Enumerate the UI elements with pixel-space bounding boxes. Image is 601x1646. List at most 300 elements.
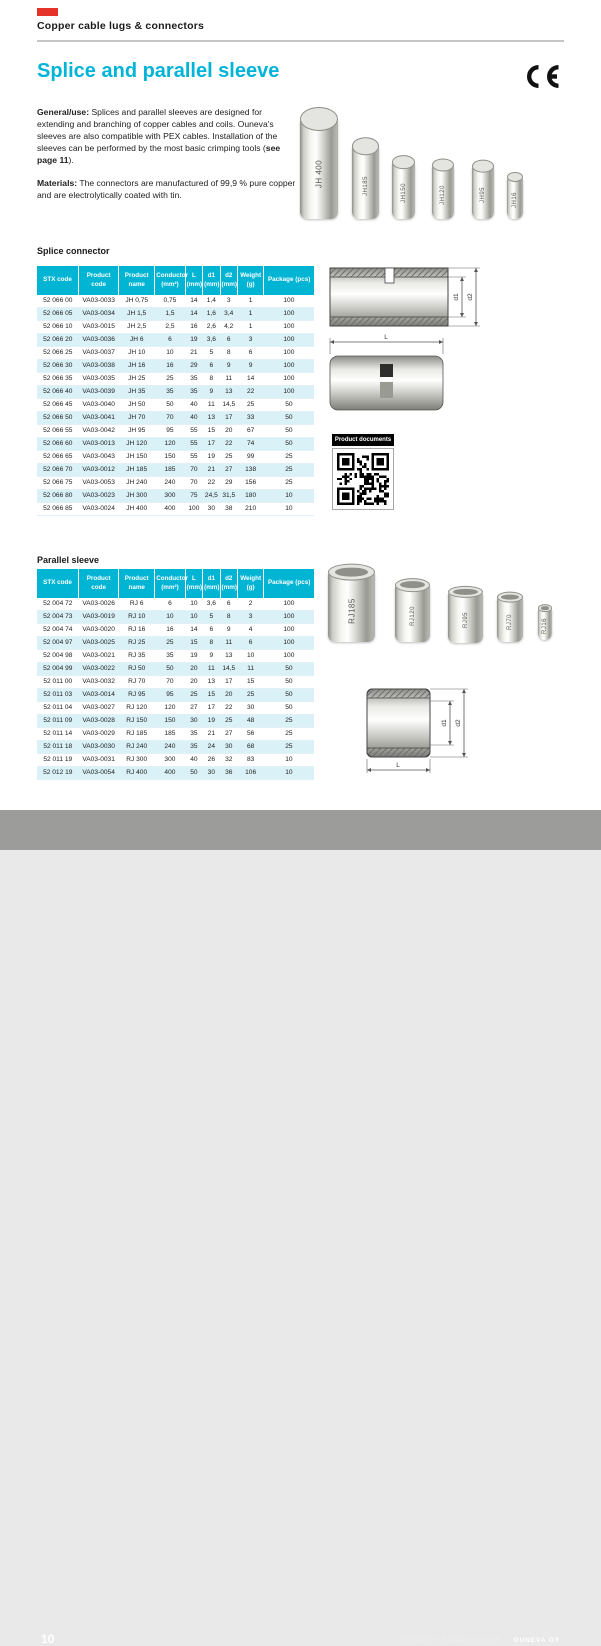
table-cell: VA03-0042: [82, 427, 115, 434]
table-cell: 9: [248, 362, 253, 369]
table-cell: 2,6: [206, 323, 216, 330]
table-cell: 50: [285, 427, 293, 434]
page-title: Splice and parallel sleeve: [37, 60, 280, 82]
table-row: [37, 490, 314, 503]
table-cell: 67: [246, 427, 255, 434]
table-cell: VA03-0039: [82, 388, 115, 395]
table-cell: 25: [166, 375, 174, 382]
table-cell: JH 400: [126, 505, 148, 512]
table-cell: 100: [283, 652, 295, 659]
cylinder-top: [352, 137, 379, 155]
table-row: [37, 425, 314, 438]
table-row: [37, 598, 314, 611]
column-header: Product code: [79, 569, 119, 598]
table-cell: 52 066 85: [43, 505, 73, 512]
table-cell: 30: [190, 717, 198, 724]
table-cell: 10: [285, 756, 293, 763]
table-cell: 29: [225, 479, 233, 486]
dim-d1-label: d1: [441, 719, 448, 727]
table-cell: VA03-0053: [82, 479, 115, 486]
photo-label: JH120: [440, 184, 446, 205]
table-cell: 68: [246, 743, 255, 750]
table-cell: 52 004 73: [43, 613, 73, 620]
table-cell: 6: [248, 349, 253, 356]
dim-d2-label: d2: [467, 293, 474, 301]
table-cell: 3: [248, 613, 253, 620]
table-row: [37, 741, 314, 754]
table-cell: 1: [248, 297, 253, 304]
table-cell: RJ 240: [126, 743, 148, 750]
table-cell: 52 011 03: [43, 691, 73, 698]
dim-l-label: L: [384, 334, 388, 341]
table-cell: 52 066 45: [43, 401, 73, 408]
splice-technical-drawing: [328, 264, 488, 421]
product-photo-jh16: [507, 177, 523, 219]
table-cell: 4: [248, 626, 253, 633]
table-cell: VA03-0036: [82, 336, 115, 343]
table-cell: 27: [225, 730, 233, 737]
table-cell: 52 004 72: [43, 600, 73, 607]
table-cell: VA03-0054: [82, 769, 115, 776]
header-row: [37, 266, 314, 295]
table-cell: 35: [190, 743, 198, 750]
table-cell: 106: [245, 769, 257, 776]
table-cell: 25: [246, 401, 255, 408]
column-header: STX code: [37, 569, 79, 598]
table-cell: VA03-0028: [82, 717, 115, 724]
table-cell: VA03-0032: [82, 678, 115, 685]
table-cell: JH 6: [129, 336, 144, 343]
table-cell: 70: [190, 466, 198, 473]
photo-label: JH16: [512, 192, 518, 209]
cylinder-top: [392, 155, 415, 169]
photo-label: RJ95: [462, 612, 469, 629]
table-cell: 6: [168, 336, 172, 343]
table-cell: 52 011 09: [43, 717, 73, 724]
table-cell: 27: [190, 704, 198, 711]
photo-label: JH150: [400, 183, 407, 204]
table-cell: 10: [246, 652, 255, 659]
table-row: [37, 438, 314, 451]
table-row: [37, 650, 314, 663]
table-cell: 15: [190, 639, 198, 646]
table-cell: 22: [246, 388, 255, 395]
product-photo-jh120: [432, 165, 454, 219]
column-header: Product name: [119, 569, 155, 598]
table-cell: 52 066 35: [43, 375, 73, 382]
table-cell: 24: [207, 743, 215, 750]
table-cell: 6: [248, 639, 253, 646]
table-cell: 100: [283, 310, 295, 317]
table-cell: 26: [207, 756, 215, 763]
table-cell: 210: [245, 505, 257, 512]
table-cell: 52 004 97: [43, 639, 73, 646]
product-documents-label: Product documents: [332, 434, 394, 446]
table-cell: 13: [225, 388, 233, 395]
table-cell: 11: [247, 665, 255, 672]
table-row: [37, 464, 314, 477]
table-cell: 240: [164, 479, 176, 486]
table-cell: RJ 185: [126, 730, 148, 737]
table-cell: RJ 50: [128, 665, 146, 672]
table-cell: 100: [283, 323, 295, 330]
table-cell: 400: [164, 505, 176, 512]
table-cell: 14,5: [222, 401, 236, 408]
table-cell: 14: [190, 297, 198, 304]
table-cell: 6: [226, 600, 231, 607]
table-row: [37, 728, 314, 741]
splice-table: [37, 266, 314, 516]
table-cell: 50: [285, 401, 293, 408]
column-header: Conductor (mm²): [155, 266, 185, 295]
table-cell: 55: [190, 427, 198, 434]
table-cell: 150: [164, 453, 176, 460]
table-cell: 52 066 10: [43, 323, 73, 330]
table-cell: 36: [225, 769, 233, 776]
table-cell: 20: [190, 665, 198, 672]
table-cell: 40: [190, 414, 198, 421]
table-cell: VA03-0041: [82, 414, 115, 421]
table-cell: 100: [283, 626, 295, 633]
table-cell: 6: [226, 336, 231, 343]
table-cell: 156: [245, 479, 257, 486]
table-cell: 35: [190, 730, 198, 737]
table-cell: 25: [225, 453, 233, 460]
table-cell: 19: [190, 336, 198, 343]
table-row: [37, 477, 314, 490]
table-cell: 17: [207, 704, 215, 711]
table-cell: 100: [283, 388, 295, 395]
table-cell: RJ 70: [128, 678, 146, 685]
table-cell: 240: [164, 743, 176, 750]
table-cell: VA03-0021: [82, 652, 115, 659]
general-use-paragraph: General/use: Splices and parallel sleeves are designed for extending and branching of copper cables and coils. Ouneva's sleeves are also compatible with PEX cables. Installation of the sleeves can be performed by the most basic crimping tools (see page 11).: [37, 107, 281, 166]
table-cell: 3: [248, 336, 253, 343]
table-cell: 1,6: [206, 310, 216, 317]
table-cell: 14: [190, 626, 198, 633]
column-header: d1 (mm): [203, 569, 220, 598]
table-cell: 22: [225, 440, 233, 447]
materials-label: Materials:: [37, 178, 78, 189]
table-cell: 22: [207, 479, 215, 486]
table-cell: 180: [245, 492, 257, 499]
table-row: [37, 334, 314, 347]
table-cell: 13: [207, 414, 215, 421]
table-row: [37, 754, 314, 767]
ce-mark-icon: [523, 64, 561, 94]
general-use-label: General/use:: [37, 107, 90, 117]
table-cell: 75: [190, 492, 198, 499]
table-cell: 95: [166, 691, 174, 698]
table-cell: 30: [246, 704, 255, 711]
table-cell: 17: [225, 678, 233, 685]
table-row: [37, 399, 314, 412]
table-cell: 50: [285, 414, 293, 421]
table-cell: 6: [209, 626, 214, 633]
table-cell: 10: [166, 613, 174, 620]
product-photo-jh150: [392, 162, 415, 219]
table-cell: 25: [166, 639, 174, 646]
table-cell: 11: [225, 639, 233, 646]
catalog-name: PRODUCT CATALOG 2018: [401, 1637, 500, 1644]
table-cell: 35: [166, 652, 174, 659]
parallel-table: [37, 569, 314, 780]
breadcrumb: Copper cable lugs & connectors: [37, 20, 205, 32]
table-cell: 52 066 30: [43, 362, 73, 369]
photo-label: RJ120: [409, 606, 416, 627]
column-header: Package (pcs): [264, 266, 314, 295]
table-cell: 50: [285, 691, 293, 698]
table-cell: 25: [190, 691, 198, 698]
table-cell: 16: [166, 626, 174, 633]
table-cell: JH 1,5: [127, 310, 147, 317]
table-cell: 9: [226, 626, 231, 633]
table-cell: 52 011 00: [43, 678, 73, 685]
table-cell: 0,75: [163, 297, 177, 304]
photo-label: RJ70: [507, 613, 513, 630]
product-photo-rj120: [395, 585, 430, 642]
table-row: [37, 611, 314, 624]
table-cell: VA03-0027: [82, 704, 115, 711]
table-cell: 10: [285, 769, 293, 776]
table-row: [37, 386, 314, 399]
cylinder-top: [395, 578, 430, 592]
table-cell: 33: [246, 414, 255, 421]
table-cell: 52 066 80: [43, 492, 73, 499]
column-header: L (mm): [185, 266, 202, 295]
column-header: Package (pcs): [264, 569, 314, 598]
table-cell: 70: [166, 678, 174, 685]
column-header: Product name: [119, 266, 155, 295]
table-cell: 25: [225, 717, 233, 724]
table-cell: 100: [283, 613, 295, 620]
table-cell: 25: [285, 743, 293, 750]
table-cell: 29: [190, 362, 198, 369]
table-cell: 9: [209, 388, 214, 395]
table-cell: 5: [209, 613, 214, 620]
table-cell: 19: [207, 453, 215, 460]
parallel-table-title: Parallel sleeve: [37, 555, 100, 565]
table-cell: JH 0,75: [125, 297, 149, 304]
table-cell: 185: [164, 730, 176, 737]
table-row: [37, 663, 314, 676]
table-cell: 10: [190, 613, 198, 620]
table-cell: 8: [226, 349, 231, 356]
table-cell: 1: [248, 310, 253, 317]
cylinder-top: [507, 172, 523, 182]
table-row: [37, 767, 314, 780]
table-cell: JH 10: [128, 349, 146, 356]
photo-label: JH 400: [314, 159, 324, 189]
table-cell: 13: [225, 652, 233, 659]
table-cell: 52 066 60: [43, 440, 73, 447]
table-cell: 2,5: [165, 323, 175, 330]
table-cell: 24,5: [204, 492, 218, 499]
table-cell: 52 066 40: [43, 388, 73, 395]
table-cell: VA03-0029: [82, 730, 115, 737]
cylinder-top: [538, 604, 552, 612]
table-cell: JH 16: [128, 362, 146, 369]
page-corner-tab: [37, 8, 58, 16]
table-cell: VA03-0030: [82, 743, 115, 750]
table-cell: VA03-0043: [82, 453, 115, 460]
table-row: [37, 412, 314, 425]
product-photo-jh400: [300, 119, 338, 219]
table-cell: 3,6: [206, 336, 216, 343]
intro-text: [37, 106, 301, 212]
table-cell: VA03-0026: [82, 600, 115, 607]
table-cell: 52 066 00: [43, 297, 73, 304]
materials-paragraph: Materials: The connectors are manufactured of 99,9 % pure copper and are electrolytically coated with tin.: [37, 178, 296, 201]
table-cell: 15: [207, 691, 215, 698]
column-header: L (mm): [185, 569, 202, 598]
table-cell: 20: [190, 678, 198, 685]
table-cell: 27: [225, 466, 233, 473]
table-cell: VA03-0019: [82, 613, 115, 620]
column-header: d2 (mm): [220, 266, 237, 295]
table-cell: RJ 400: [126, 769, 148, 776]
table-cell: 3: [226, 297, 231, 304]
column-header: Conductor (mm²): [155, 569, 185, 598]
table-cell: 2: [248, 600, 253, 607]
table-cell: 8: [209, 639, 214, 646]
photo-label: RJ185: [347, 597, 356, 624]
footer-bar: [0, 810, 601, 1646]
table-row: [37, 676, 314, 689]
table-cell: 74: [246, 440, 255, 447]
table-cell: 30: [207, 769, 215, 776]
table-cell: RJ 300: [126, 756, 148, 763]
table-cell: 300: [164, 756, 176, 763]
table-row: [37, 360, 314, 373]
table-cell: RJ 150: [126, 717, 148, 724]
table-cell: 25: [285, 479, 293, 486]
table-cell: VA03-0038: [82, 362, 115, 369]
table-cell: 48: [246, 717, 255, 724]
table-cell: 8: [226, 613, 231, 620]
qr-code: [332, 448, 394, 510]
table-cell: 6: [168, 600, 172, 607]
table-cell: 52 066 05: [43, 310, 73, 317]
dim-l-label: L: [396, 762, 400, 769]
table-row: [37, 347, 314, 360]
cylinder-top: [472, 160, 494, 173]
table-cell: 100: [283, 600, 295, 607]
table-cell: 55: [190, 440, 198, 447]
photo-label: RJ16: [542, 617, 548, 634]
table-cell: VA03-0031: [82, 756, 115, 763]
table-cell: 120: [164, 440, 176, 447]
photo-label: JH185: [362, 176, 369, 197]
product-photo-jh95: [472, 166, 494, 219]
table-cell: JH 240: [126, 479, 148, 486]
table-cell: 35: [166, 388, 174, 395]
table-cell: 100: [283, 349, 295, 356]
table-cell: 17: [207, 440, 215, 447]
table-cell: 11: [207, 401, 215, 408]
table-cell: JH 95: [128, 427, 146, 434]
table-cell: 70: [190, 479, 198, 486]
table-cell: 100: [283, 375, 295, 382]
table-row: [37, 451, 314, 464]
table-cell: 25: [285, 717, 293, 724]
table-cell: 25: [246, 691, 255, 698]
table-cell: 52 066 25: [43, 349, 73, 356]
table-cell: 1,4: [206, 297, 216, 304]
table-cell: VA03-0025: [82, 639, 115, 646]
table-cell: 100: [283, 362, 295, 369]
table-cell: RJ 120: [126, 704, 148, 711]
table-cell: 19: [190, 652, 198, 659]
table-cell: 52 004 74: [43, 626, 73, 633]
table-cell: 10: [285, 492, 293, 499]
table-cell: 11: [225, 375, 233, 382]
table-cell: 32: [225, 756, 233, 763]
table-cell: 56: [246, 730, 255, 737]
table-row: [37, 637, 314, 650]
table-cell: 31,5: [222, 492, 236, 499]
table-cell: JH 185: [126, 466, 148, 473]
table-row: [37, 689, 314, 702]
column-header: Product code: [79, 266, 119, 295]
table-cell: 99: [246, 453, 255, 460]
product-photo-rj70: [497, 597, 523, 642]
table-cell: JH 120: [126, 440, 148, 447]
table-cell: 19: [207, 717, 215, 724]
table-cell: 15: [207, 427, 215, 434]
splice-table-title: Splice connector: [37, 246, 110, 256]
product-photo-rj95: [448, 592, 483, 643]
table-cell: 70: [166, 414, 174, 421]
table-cell: 52 066 75: [43, 479, 73, 486]
company-name: OUNEVA OY: [513, 1637, 560, 1644]
table-cell: 300: [164, 492, 176, 499]
see-page-ref: see page 11: [37, 143, 281, 166]
table-cell: 83: [246, 756, 255, 763]
table-cell: 21: [207, 466, 215, 473]
table-row: [37, 624, 314, 637]
table-cell: 52 011 19: [43, 756, 73, 763]
table-cell: 150: [164, 717, 176, 724]
table-cell: JH 300: [126, 492, 148, 499]
table-cell: 10: [166, 349, 174, 356]
table-cell: VA03-0022: [82, 665, 115, 672]
table-cell: 16: [190, 323, 198, 330]
table-cell: JH 70: [128, 414, 146, 421]
table-cell: VA03-0033: [82, 297, 115, 304]
table-cell: 14,5: [222, 665, 236, 672]
table-cell: 50: [285, 678, 293, 685]
table-cell: 50: [285, 440, 293, 447]
table-row: [37, 295, 314, 308]
table-cell: 15: [246, 678, 255, 685]
table-cell: VA03-0035: [82, 375, 115, 382]
cylinder-top: [432, 159, 454, 172]
table-cell: JH 2,5: [127, 323, 147, 330]
table-cell: 1: [248, 323, 253, 330]
table-cell: RJ 35: [128, 652, 146, 659]
table-cell: 100: [283, 639, 295, 646]
table-cell: 17: [225, 414, 233, 421]
table-cell: 50: [285, 704, 293, 711]
table-cell: 52 011 18: [43, 743, 73, 750]
table-cell: JH 25: [128, 375, 146, 382]
table-cell: 21: [190, 349, 198, 356]
table-cell: 16: [166, 362, 174, 369]
table-cell: 13: [207, 678, 215, 685]
cylinder-top: [300, 107, 338, 131]
table-cell: 5: [209, 349, 214, 356]
